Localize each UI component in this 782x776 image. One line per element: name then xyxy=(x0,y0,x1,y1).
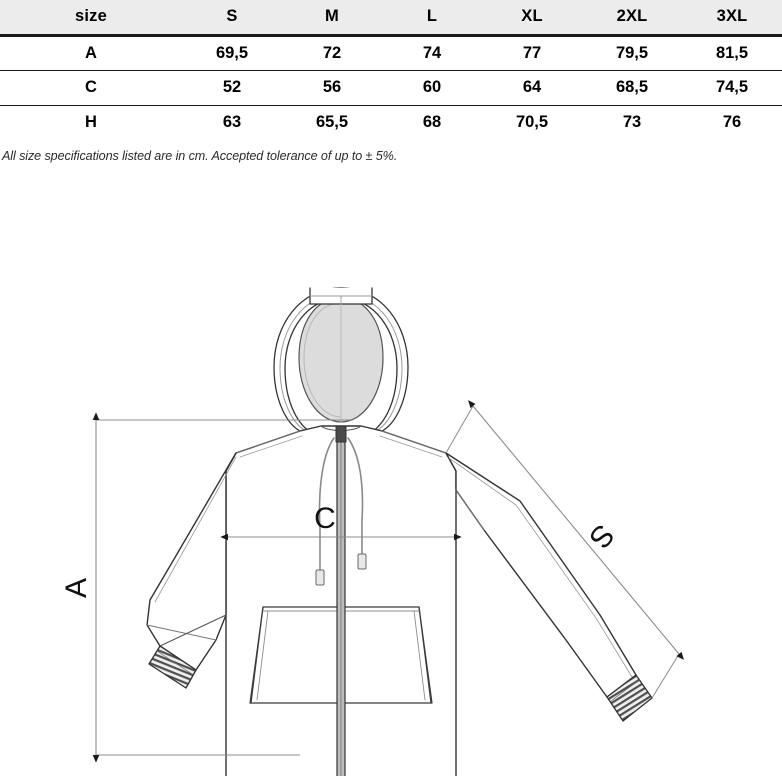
cell-a-xl: 77 xyxy=(482,35,582,70)
row-label-c: C xyxy=(0,70,182,105)
cell-h-xl: 70,5 xyxy=(482,105,582,140)
cell-c-s: 52 xyxy=(182,70,282,105)
cell-h-m: 65,5 xyxy=(282,105,382,140)
header-cell-l: L xyxy=(382,0,482,35)
tolerance-note: All size specifications listed are in cm. Accepted tolerance of up to ± 5%. xyxy=(2,149,398,163)
cell-a-3xl: 81,5 xyxy=(682,35,782,70)
dimension-label-c: C xyxy=(314,502,336,535)
row-label-a: A xyxy=(0,35,182,70)
cell-c-xl: 64 xyxy=(482,70,582,105)
table-row xyxy=(0,105,782,140)
hoodie-technical-drawing xyxy=(0,170,782,776)
header-cell-size: size xyxy=(0,0,182,35)
header-cell-m: M xyxy=(282,0,382,35)
cell-c-m: 56 xyxy=(282,70,382,105)
cell-c-3xl: 74,5 xyxy=(682,70,782,105)
dimension-label-a: A xyxy=(60,577,93,599)
cell-h-3xl: 76 xyxy=(682,105,782,140)
cell-h-2xl: 73 xyxy=(582,105,682,140)
cell-a-s: 69,5 xyxy=(182,35,282,70)
header-cell-3xl: 3XL xyxy=(682,0,782,35)
cell-a-l: 74 xyxy=(382,35,482,70)
header-cell-xl: XL xyxy=(482,0,582,35)
cell-c-2xl: 68,5 xyxy=(582,70,682,105)
row-label-h: H xyxy=(0,105,182,140)
table-header-row xyxy=(0,0,782,35)
table-header xyxy=(0,0,782,35)
table-body xyxy=(0,35,782,140)
cell-h-s: 63 xyxy=(182,105,282,140)
table-row xyxy=(0,35,782,70)
cell-a-2xl: 79,5 xyxy=(582,35,682,70)
cell-a-m: 72 xyxy=(282,35,382,70)
size-table xyxy=(0,0,782,140)
header-cell-s: S xyxy=(182,0,282,35)
dimension-label-s: S xyxy=(582,517,621,555)
table-row xyxy=(0,70,782,105)
header-cell-2xl: 2XL xyxy=(582,0,682,35)
cell-h-l: 68 xyxy=(382,105,482,140)
cell-c-l: 60 xyxy=(382,70,482,105)
